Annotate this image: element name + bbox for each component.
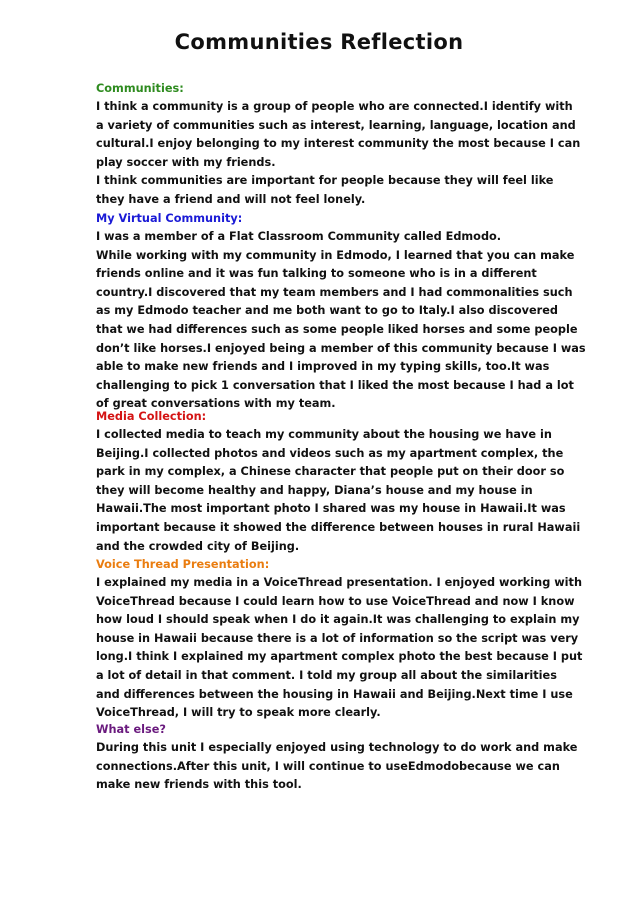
- text-line: friends online and it was fun talking to someone who is in a different: [96, 267, 537, 281]
- text-line: a variety of communities such as interest, learning, language, location and: [96, 118, 576, 132]
- text-line: While working with my community in Edmodo, I learned that you can make: [96, 248, 575, 262]
- text-line: important because it showed the difference between houses in rural Hawaii: [96, 520, 581, 534]
- section-heading: Media Collection:: [96, 410, 207, 423]
- text-line: and the crowded city of Beijing.: [96, 539, 300, 553]
- text-line: challenging to pick 1 conversation that I liked the most because I had a lot: [96, 378, 574, 392]
- page-title: Communities Reflection: [174, 30, 464, 54]
- section-heading: My Virtual Community:: [96, 212, 243, 225]
- text-line: a lot of detail in that comment. I told my group all about the similarities: [96, 668, 557, 682]
- text-line: park in my complex, a Chinese character that people put on their door so: [96, 465, 565, 479]
- text-line: During this unit I especially enjoyed using technology to do work and make: [96, 741, 578, 754]
- text-line: country.I discovered that my team members and I had commonalities such: [96, 285, 573, 299]
- text-line: I think communities are important for people because they will feel like: [96, 174, 554, 188]
- text-line: don’t like horses.I enjoyed being a member of this community because I was: [96, 341, 586, 355]
- section-heading: What else?: [96, 723, 166, 736]
- section-voice-thread: [96, 556, 583, 723]
- text-line: cultural.I enjoy belonging to my interest community the most because I can: [96, 137, 581, 151]
- text-line: I think a community is a group of people who are connected.I identify with: [96, 100, 573, 113]
- text-line: I was a member of a Flat Classroom Community called Edmodo.: [96, 230, 502, 243]
- section-virtual-community: [96, 210, 586, 414]
- text-line: VoiceThread because I could learn how to use VoiceThread and now I know: [96, 594, 575, 608]
- text-line: Beijing.I collected photos and videos such as my apartment complex, the: [96, 446, 564, 460]
- section-what-else: [96, 721, 578, 795]
- text-line: make new friends with this tool.: [96, 778, 302, 792]
- text-line: play soccer with my friends.: [96, 155, 276, 169]
- text-line: connections.After this unit, I will continue to useEdmodobecause we can: [96, 759, 560, 773]
- text-line: of great conversations with my team.: [96, 397, 336, 411]
- text-line: long.I think I explained my apartment complex photo the best because I put: [96, 650, 583, 664]
- text-line: that we had differences such as some people liked horses and some people: [96, 322, 578, 336]
- text-line: they have a friend and will not feel lonely.: [96, 192, 366, 206]
- section-media-collection: [96, 408, 581, 556]
- section-communities: [96, 80, 581, 210]
- text-line: I collected media to teach my community about the housing we have in: [96, 428, 552, 441]
- text-line: Hawaii.The most important photo I shared was my house in Hawaii.It was: [96, 502, 566, 516]
- text-line: able to make new friends and I improved in my typing skills, too.It was: [96, 360, 550, 374]
- text-line: how loud I should speak when I do it again.It was challenging to explain my: [96, 613, 580, 627]
- text-line: house in Hawaii because there is a lot of information so the script was very: [96, 631, 579, 645]
- section-heading: Voice Thread Presentation:: [96, 558, 270, 571]
- text-line: and differences between the housing in Hawaii and Beijing.Next time I use: [96, 687, 573, 701]
- text-line: I explained my media in a VoiceThread presentation. I enjoyed working with: [96, 576, 582, 589]
- text-line: VoiceThread, I will try to speak more clearly.: [96, 706, 381, 720]
- text-line: as my Edmodo teacher and me both want to go to Italy.I also discovered: [96, 304, 558, 318]
- section-heading: Communities:: [96, 82, 184, 95]
- text-line: they will become healthy and happy, Diana’s house and my house in: [96, 483, 533, 497]
